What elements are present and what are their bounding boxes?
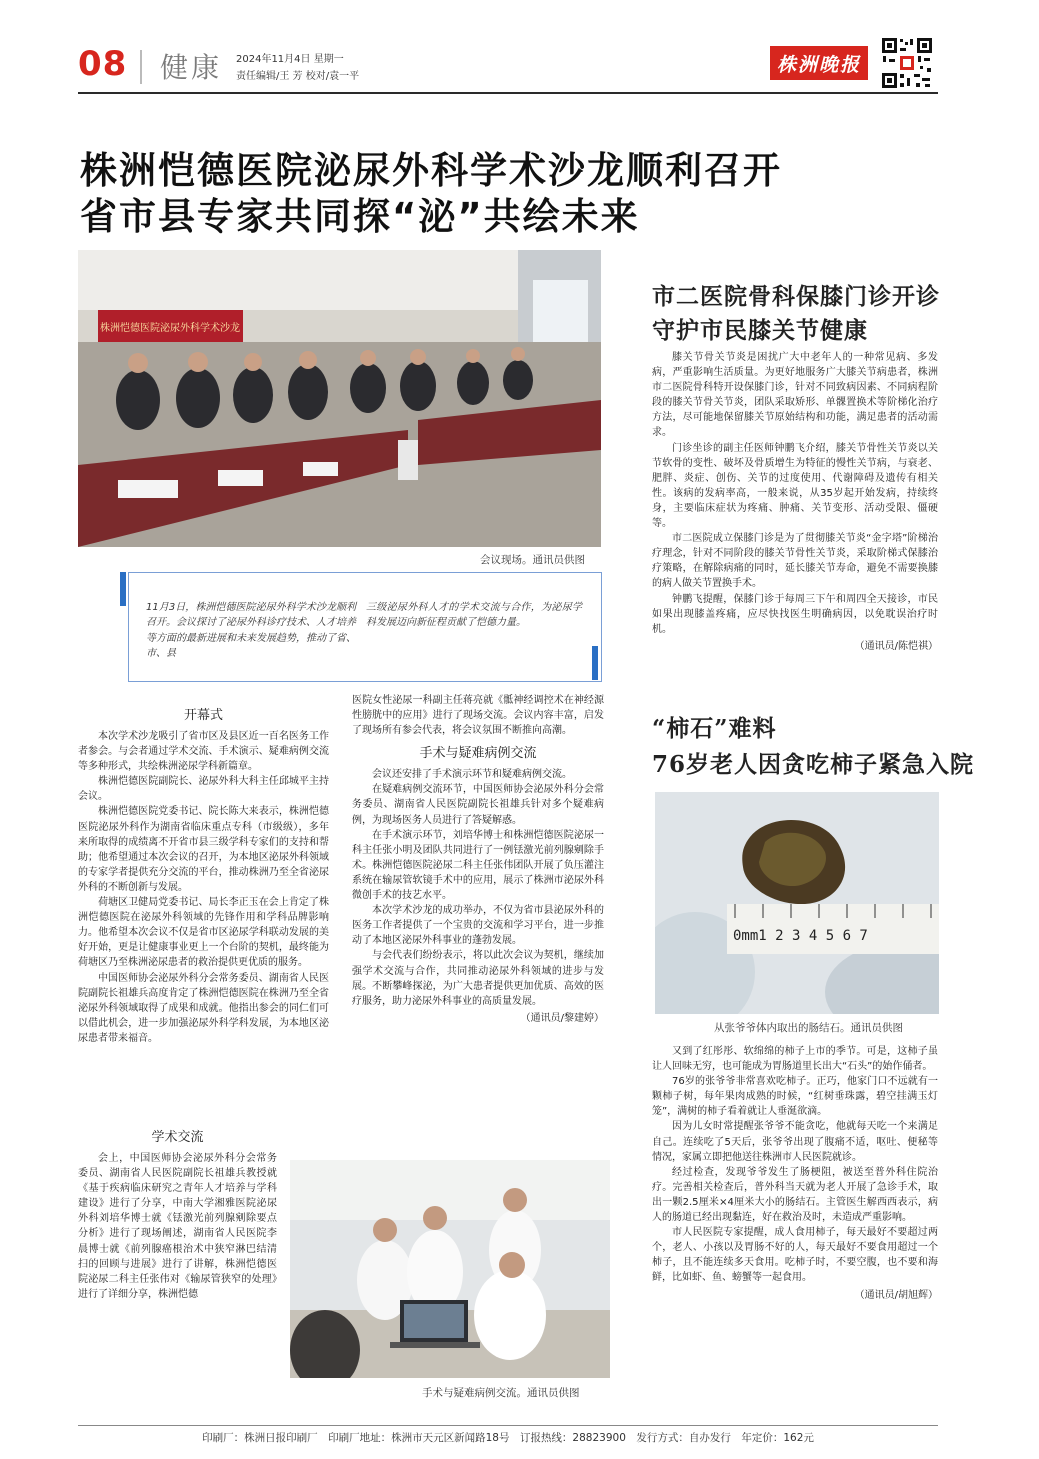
masthead-logo: 株洲晚报 bbox=[770, 46, 868, 80]
lead-accent-bottom bbox=[592, 646, 598, 680]
main-paragraph: 医院女性泌尿一科副主任蒋亮就《骶神经调控术在神经源性膀胱中的应用》进行了现场交流。会议内容丰富，启发了现场所有参会代表，将会议氛围不断推向高潮。 bbox=[352, 695, 604, 737]
consultation-photo-caption: 手术与疑难病例交流。通讯员供图 bbox=[422, 1387, 580, 1399]
main-article-column1 bbox=[78, 700, 329, 1046]
persimmon-paragraph: 市人民医院专家提醒，成人食用柿子，每天最好不要超过两个，老人、小孩以及胃肠不好的人，每天最好不要食用超过一个柿子，且不能连续多天食用。吃柿子时，不要空腹，也不要和海鲜，比如虾、鱼、螃蟹等一起食用。 bbox=[652, 1227, 938, 1284]
main-paragraph: 本次学术沙龙吸引了省市区及县区近一百名医务工作者参会。与会者通过学术交流、手术演示、疑难病例交流等多种形式，共绘株洲泌尿学科新篇章。 bbox=[78, 731, 329, 773]
knee-paragraph: 门诊坐诊的副主任医师钟鹏飞介绍，膝关节骨性关节炎以关节软骨的变性、破坏及骨质增生为特征的慢性关节病，与衰老、肥胖、炎症、创伤、关节的过度使用、代谢障碍及遗传有相关性。该病的发病率高，一般来说，从35岁起开始发病，持续终身，主要临床症状为疼痛、肿痛、关节变形、活动受限、僵硬等。 bbox=[652, 442, 938, 530]
main-paragraph: 与会代表们纷纷表示，将以此次会议为契机，继续加强学术交流与合作，共同推动泌尿外科领域的进步与发展。不断攀峰探泌，为广大患者提供更加优质、高效的医疗服务，助力泌尿外科事业的高质量发展。 bbox=[352, 950, 604, 1007]
banner-text: 株洲恺德医院泌尿外科学术沙龙 bbox=[100, 323, 240, 334]
qr-code-icon bbox=[880, 36, 934, 90]
main-paragraph: 中国医师协会泌尿外科分会常务委员、湖南省人民医院副院长祖雄兵高度肯定了株洲恺德医院在株洲乃至全省泌尿外科领域取得了成果和成就。他指出参会的同仁们可以借此机会，进一步加强泌尿外科学科发展，为本地区泌尿患者带来福音。 bbox=[78, 972, 329, 1044]
header-divider bbox=[140, 50, 142, 84]
main-paragraph: 在疑难病例交流环节，中国医师协会泌尿外科分会常务委员、湖南省人民医院副院长祖雄兵针对多个疑难病例，为现场医务人员进行了答疑解惑。 bbox=[352, 784, 604, 826]
main-article-column2 bbox=[352, 693, 604, 1024]
main-paragraph: 会上，中国医师协会泌尿外科分会常务委员、湖南省人民医院副院长祖雄兵教授就《基于疾病临床研究之青年人才培养与学科建设》进行了分享，中南大学湘雅医院泌尿外科刘培华博士就《铥激光前列腺剜除要点分析》进行了现场阐述，湖南省人民医院李晨博士就《前列腺癌根治术中狭窄淋巴结清扫的回顾与进展》进行了讲解，株洲恺德医院泌尿二科主任张伟对《输尿管狭窄的处理》进行了详细分享，株洲恺德 bbox=[78, 1153, 277, 1300]
main-article-column1b bbox=[78, 1122, 277, 1302]
subhead-academic: 学术交流 bbox=[151, 1130, 204, 1145]
knee-article-title1: 市二医院骨科保膝门诊开诊 bbox=[652, 283, 940, 310]
stone-photo-caption: 从张爷爷体内取出的肠结石。通讯员供图 bbox=[714, 1022, 903, 1034]
main-headline-line1: 株洲恺德医院泌尿外科学术沙龙顺利召开 bbox=[80, 149, 782, 192]
header-rule bbox=[78, 92, 938, 94]
main-article-credit: （通讯员/黎建婷） bbox=[520, 1012, 604, 1024]
ruler-text: 0mm1 2 3 4 5 6 7 bbox=[733, 928, 868, 944]
lead-text-part2: 三级泌尿外科人才的学术交流与合作，为泌尿学科发展迈向新征程贡献了恺德力量。 bbox=[366, 602, 582, 629]
knee-paragraph: 市二医院成立保膝门诊是为了贯彻膝关节炎“金字塔”阶梯治疗理念，针对不同阶段的膝关节骨性关节炎，采取阶梯式保膝治疗策略，在解除病痛的同时，延长膝关节寿命，避免不需要换膝的病人做关节置换手术。 bbox=[652, 533, 938, 590]
knee-article-credit: （通讯员/陈恺祺） bbox=[854, 640, 938, 652]
knee-paragraph: 膝关节骨关节炎是困扰广大中老年人的一种常见病、多发病，严重影响生活质量。为更好地服务广大膝关节病患者，株洲市二医院骨科特开设保膝门诊，针对不同致病因素、不同病程阶段的膝关节骨关节炎，团队采取矫形、单髁置换术等阶梯化治疗方法，尽可能地保留膝关节原始结构和功能，满足患者的活动需求。 bbox=[652, 352, 938, 439]
knee-paragraph: 钟鹏飞提醒，保膝门诊于每周三下午和周四全天接诊，市民如果出现膝盖疼痛，应尽快找医生明确病因，以免耽误治疗时机。 bbox=[652, 593, 938, 635]
main-paragraph: 株洲恺德医院副院长、泌尿外科大科主任邱城平主持会议。 bbox=[78, 776, 329, 803]
footer-rule bbox=[78, 1425, 938, 1426]
persimmon-paragraph: 因为儿女时常提醒张爷爷不能贪吃，他就每天吃一个来满足自己。连续吃了5天后，张爷爷出现了腹痛不适，呕吐、便秘等情况，家属立即把他送往株洲市人民医院就诊。 bbox=[652, 1121, 938, 1163]
page-number: 08 bbox=[78, 44, 128, 84]
persimmon-article-body bbox=[652, 1044, 938, 1301]
consultation-photo bbox=[290, 1160, 610, 1378]
persimmon-article-credit: （通讯员/胡旭辉） bbox=[854, 1289, 938, 1301]
lead-accent-top bbox=[120, 572, 126, 606]
main-paragraph: 荷塘区卫健局党委书记、局长李正玉在会上肯定了株洲恺德医院在泌尿外科领域的先锋作用和学科品牌影响力。他希望本次会议不仅是省市区泌尿学科联动发展的美好开始，更是让健康事业更上一个台阶的契机，最终能为荷塘区乃至株洲泌尿患者的救治提供更优质的服务。 bbox=[78, 897, 329, 969]
main-paragraph: 在手术演示环节，刘培华博士和株洲恺德医院泌尿一科主任张小明及团队共同进行了一例铥激光前列腺剜除手术。株洲恺德医院泌尿二科主任张伟团队开展了负压灌注系统在输尿管软镜手术中的应用，展示了株洲市泌尿外科微创手术的技艺水平。 bbox=[352, 829, 604, 902]
knee-article-title2: 守护市民膝关节健康 bbox=[652, 317, 868, 344]
meeting-photo bbox=[78, 250, 601, 547]
main-headline-line2: 省市县专家共同探“泌”共绘未来 bbox=[80, 195, 640, 238]
main-paragraph: 会议还安排了手术演示环节和疑难病例交流。 bbox=[372, 769, 572, 781]
main-paragraph: 株洲恺德医院党委书记、院长陈大来表示，株洲恺德医院泌尿外科作为湖南省临床重点专科（市级级），多年来所取得的成绩离不开省市县三级学科专家们的支持和帮助；他希望通过本次会议的召开，为本地区泌尿外科领域的专家学者提供充分交流的平台，推动株洲乃至全省泌尿外科的不断创新与发展。 bbox=[78, 806, 329, 893]
subhead-opening: 开幕式 bbox=[183, 708, 223, 723]
subhead-surgery: 手术与疑难病例交流 bbox=[419, 746, 537, 762]
issue-date: 2024年11月4日 星期一 bbox=[236, 54, 344, 65]
persimmon-paragraph: 经过检查，发现爷爷发生了肠梗阻，被送至普外科住院治疗。完善相关检查后，普外科当天就为老人开展了急诊手术，取出一颗2.5厘米×4厘米大小的肠结石。主管医生解西西表示，病人的肠道已经出现黏连，好在救治及时，未造成严重影响。 bbox=[652, 1166, 938, 1224]
editor-credits: 责任编辑/王 芳 校对/袁一平 bbox=[236, 71, 360, 82]
lead-text-part1: 11月3日，株洲恺德医院泌尿外科学术沙龙顺利召开。会议探讨了泌尿外科诊疗技术、人才培养等方面的最新进展和未来发展趋势，推动了省、市、县 bbox=[146, 602, 356, 660]
persimmon-article-title2: 76岁老人因贪吃柿子紧急入院 bbox=[652, 751, 975, 778]
persimmon-article-title1: “柿石”难料 bbox=[652, 715, 777, 742]
main-paragraph: 本次学术沙龙的成功举办，不仅为省市县泌尿外科的医务工作者提供了一个宝贵的交流和学习平台，进一步推动了本地区泌尿外科事业的蓬勃发展。 bbox=[352, 905, 604, 947]
persimmon-paragraph: 76岁的张爷爷非常喜欢吃柿子。正巧，他家门口不远就有一颗柿子树，每年果肉成熟的时候，“红树垂珠露，碧空挂满玉灯笼”，满树的柿子看着就让人垂涎欲滴。 bbox=[652, 1076, 938, 1118]
knee-article-body bbox=[652, 350, 938, 652]
persimmon-paragraph: 又到了红彤彤、软绵绵的柿子上市的季节。可是，这柿子虽让人回味无穷，也可能成为胃肠道里长出大“石头”的始作俑者。 bbox=[652, 1046, 938, 1073]
footer-imprint: 印刷厂：株洲日报印刷厂 印刷厂地址：株洲市天元区新闻路18号 订报热线：28823900 发行方式：自办发行 年定价：162元 bbox=[202, 1432, 814, 1444]
meeting-photo-caption: 会议现场。通讯员供图 bbox=[480, 554, 585, 566]
section-name: 健康 bbox=[160, 51, 223, 84]
stone-photo bbox=[655, 792, 939, 1014]
